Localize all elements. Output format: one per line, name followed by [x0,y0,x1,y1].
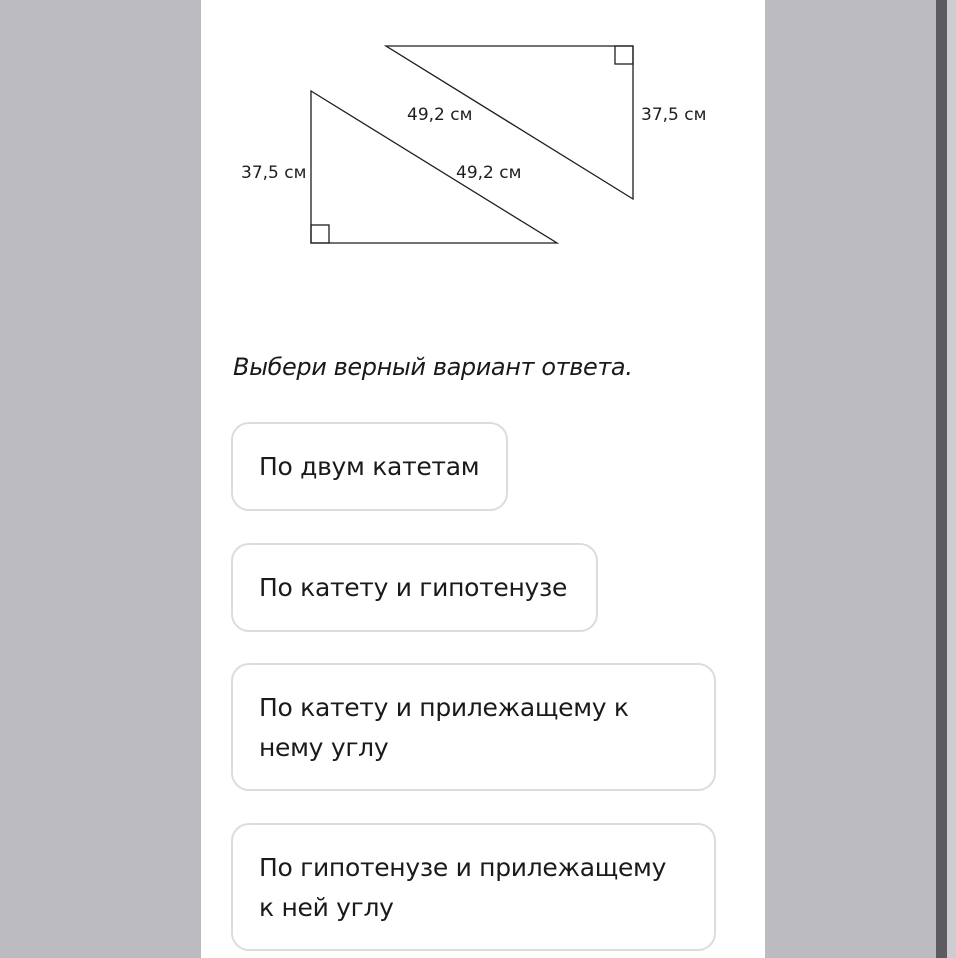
answer-option-hypotenuse-and-adjacent-angle[interactable] [231,823,716,951]
bottom-leg-label: 37,5 см [241,163,307,183]
scrollbar[interactable] [936,0,947,958]
top-hypotenuse-label: 49,2 см [407,105,473,125]
triangles-figure [201,0,765,300]
answer-option-label: По катету и прилежащему к нему углу [259,693,629,762]
scrollbar-edge [947,0,956,958]
right-angle-mark-bottom [311,225,329,243]
answer-option-label: По катету и гипотенузе [259,573,568,602]
answer-option-label: По гипотенузе и прилежащему к ней углу [259,853,667,922]
answer-option-leg-and-adjacent-angle[interactable] [231,663,716,791]
bottom-hypotenuse-label: 49,2 см [456,163,522,183]
right-angle-mark-top [615,46,633,64]
answer-option-leg-and-hypotenuse[interactable] [231,543,598,632]
question-prompt: Выбери верный вариант ответа. [233,353,633,381]
top-leg-label: 37,5 см [641,105,707,125]
answer-option-two-legs[interactable] [231,422,508,511]
answer-option-label: По двум катетам [259,452,480,481]
task-page [201,0,765,958]
